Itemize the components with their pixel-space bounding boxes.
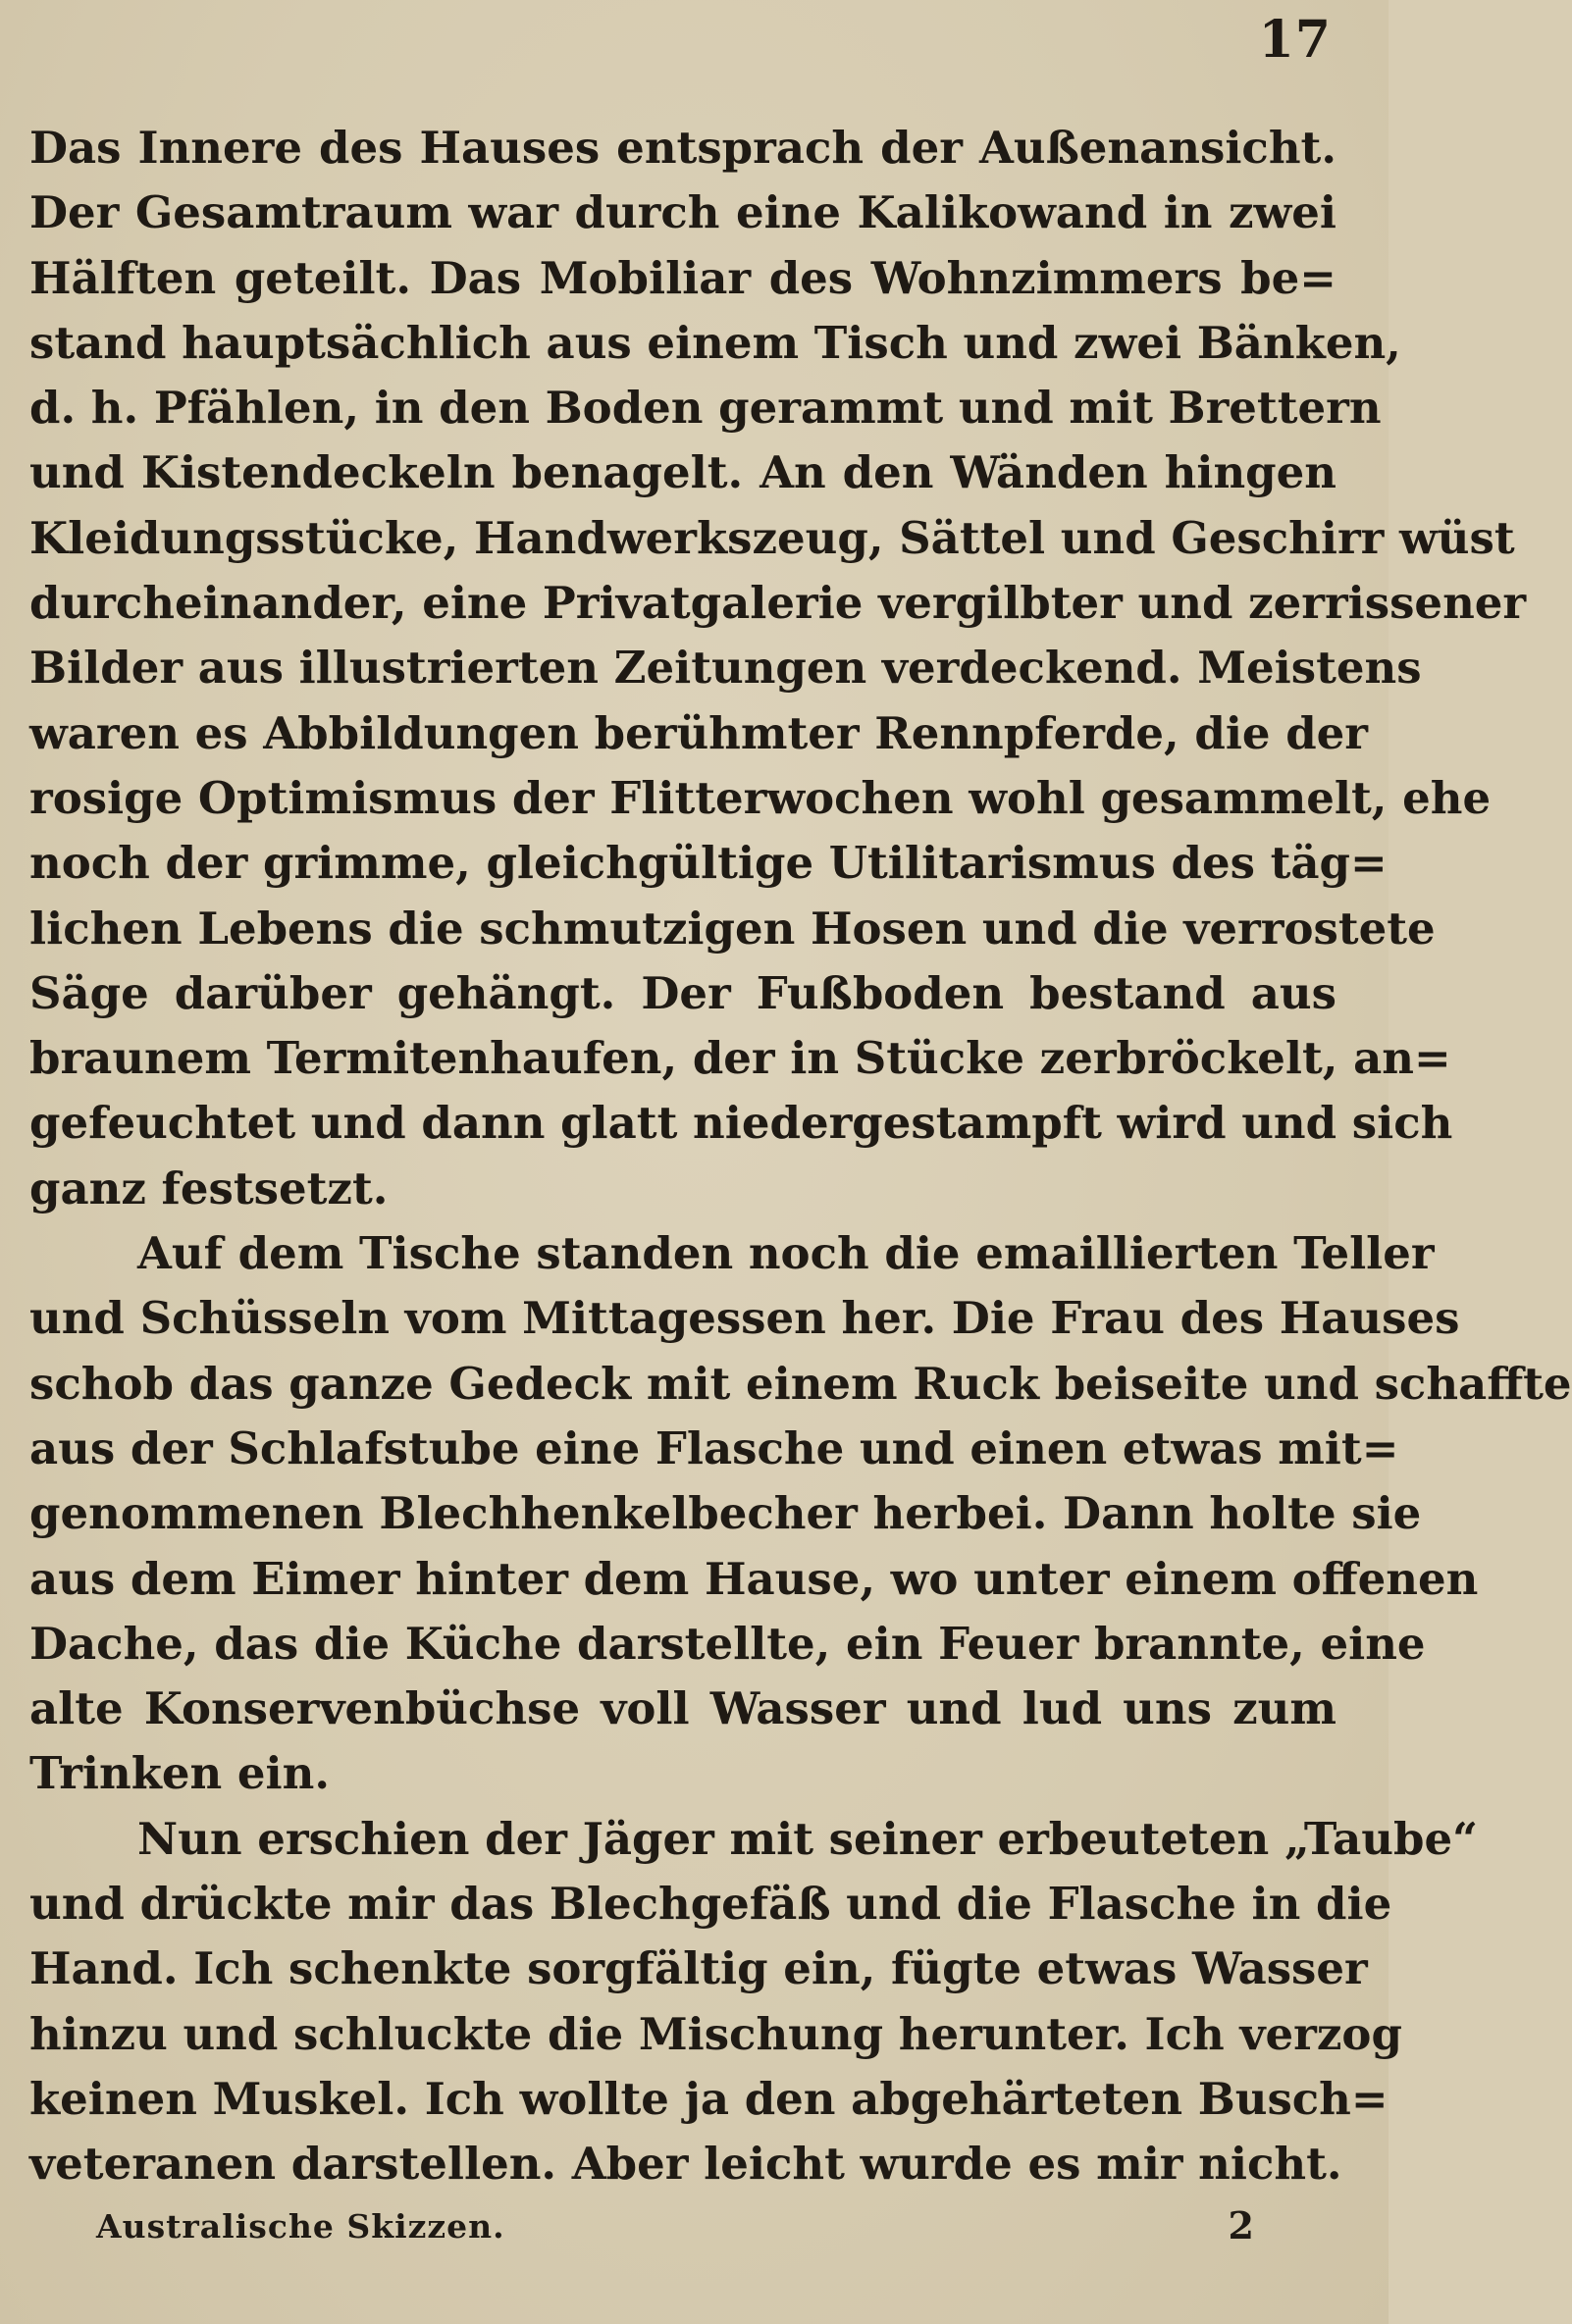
text-line: Hand. Ich schenkte sorgfältig ein, fügte etwas Wasser <box>29 1942 1368 1995</box>
text-line: gefeuchtet und dann glatt niedergestampft wird und sich <box>29 1097 1453 1150</box>
text-line: Hälften geteilt. Das Mobiliar des Wohnzimmers be= <box>29 251 1336 304</box>
text-line: genommenen Blechhenkelbecher herbei. Dann holte sie <box>29 1487 1422 1540</box>
signature-mark: 2 <box>1228 2203 1254 2247</box>
text-line: noch der grimme, gleichgültige Utilitarismus des täg= <box>29 837 1388 890</box>
text-line: schob das ganze Gedeck mit einem Ruck beiseite und schaffte <box>29 1357 1572 1410</box>
text-line: hinzu und schluckte die Mischung herunter. Ich verzog <box>29 2007 1402 2060</box>
text-line: und drückte mir das Blechgefäß und die Flasche in die <box>29 1878 1392 1931</box>
text-line: Säge darüber gehängt. Der Fußboden bestand aus <box>29 966 1336 1019</box>
text-line: braunem Termitenhaufen, der in Stücke zerbröckelt, an= <box>29 1032 1451 1085</box>
text-line: aus der Schlafstube eine Flasche und einen etwas mit= <box>29 1421 1399 1474</box>
page-body-text <box>29 116 1572 2197</box>
page-number: 17 <box>1258 10 1332 70</box>
text-line: rosige Optimismus der Flitterwochen wohl gesammelt, ehe <box>29 771 1492 824</box>
text-line: und Schüsseln vom Mittagessen her. Die Frau des Hauses <box>29 1292 1460 1345</box>
text-line: d. h. Pfählen, in den Boden gerammt und mit Brettern <box>29 382 1382 435</box>
text-line: Auf dem Tische standen noch die emaillierten Teller <box>137 1227 1435 1280</box>
text-line: Nun erschien der Jäger mit seiner erbeuteten „Taube“ <box>137 1812 1478 1865</box>
text-line: und Kistendeckeln benagelt. An den Wänden hingen <box>29 446 1336 499</box>
text-line: Das Innere des Hauses entsprach der Außenansicht. <box>29 122 1336 174</box>
text-line: veteranen darstellen. Aber leicht wurde es mir nicht. <box>29 2138 1342 2191</box>
text-line: Kleidungsstücke, Handwerkszeug, Sättel und Geschirr wüst <box>29 511 1515 564</box>
text-line: Der Gesamtraum war durch eine Kalikowand in zwei <box>29 186 1336 239</box>
text-line: ganz festsetzt. <box>29 1162 389 1214</box>
text-line: alte Konservenbüchse voll Wasser und lud uns zum <box>29 1682 1336 1735</box>
text-line: Trinken ein. <box>29 1747 331 1800</box>
text-line: waren es Abbildungen berühmter Rennpferde, die der <box>29 706 1369 759</box>
text-line: Dache, das die Küche darstellte, ein Feuer brannte, eine <box>29 1617 1426 1670</box>
text-line: lichen Lebens die schmutzigen Hosen und die verrostete <box>29 902 1436 955</box>
book-title-footer: Australische Skizzen. <box>96 2207 505 2246</box>
text-line: keinen Muskel. Ich wollte ja den abgehärteten Busch= <box>29 2072 1389 2125</box>
text-line: durcheinander, eine Privatgalerie vergilbter und zerrissener <box>29 577 1527 630</box>
text-line: Bilder aus illustrierten Zeitungen verdeckend. Meistens <box>29 642 1422 695</box>
text-line: aus dem Eimer hinter dem Hause, wo unter einem offenen <box>29 1552 1479 1605</box>
text-line: stand hauptsächlich aus einem Tisch und zwei Bänken, <box>29 316 1401 369</box>
